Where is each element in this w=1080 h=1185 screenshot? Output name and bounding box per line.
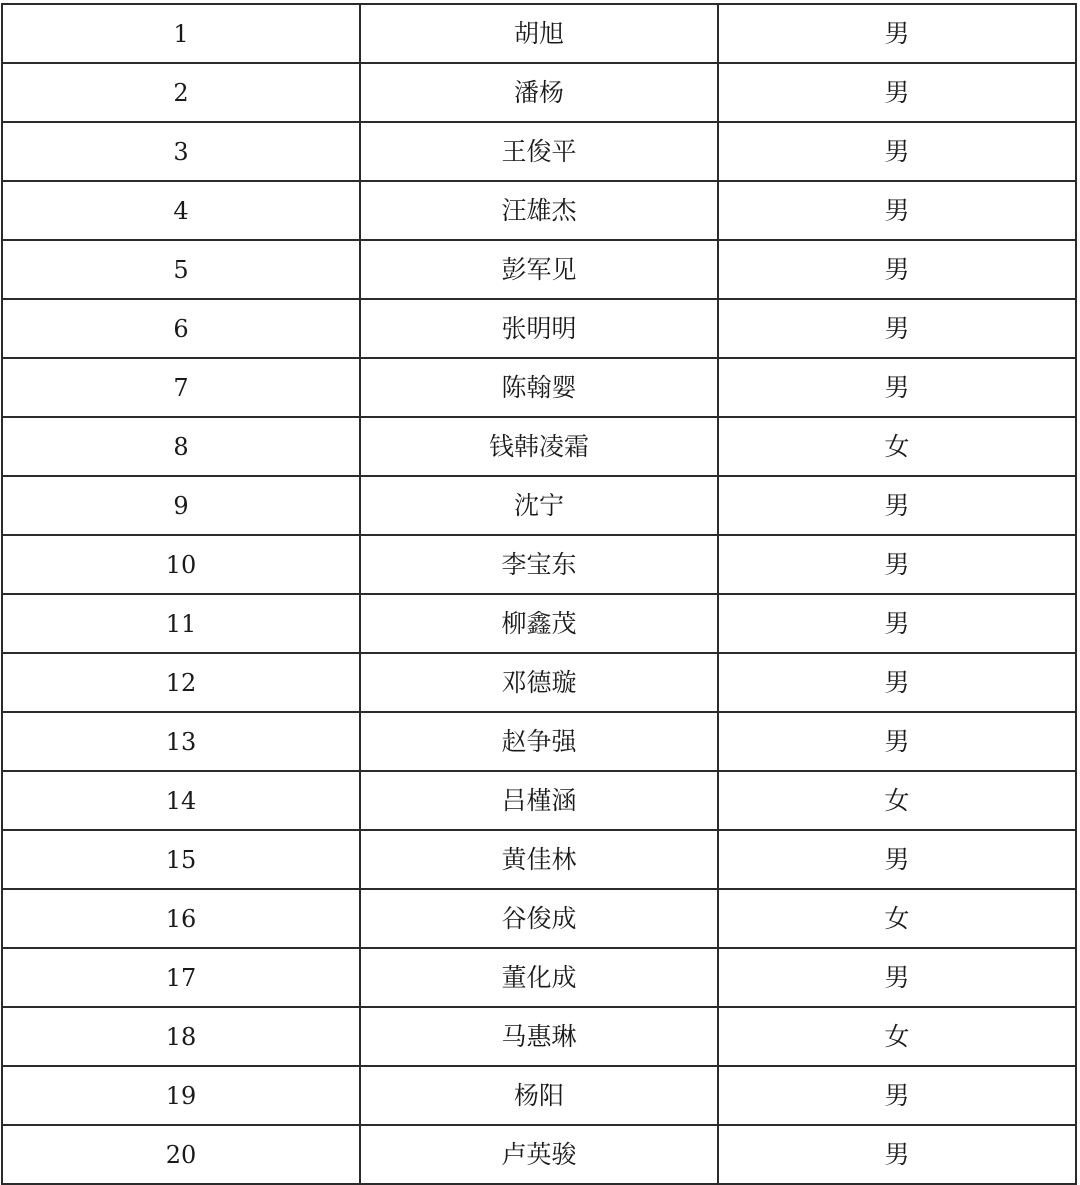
roster-table (1, 3, 1077, 1185)
row-number-cell: 2 (2, 63, 360, 122)
gender-cell: 男 (718, 358, 1076, 417)
table-row (2, 948, 1076, 1007)
table-row (2, 240, 1076, 299)
table-row (2, 299, 1076, 358)
row-number-cell: 12 (2, 653, 360, 712)
name-cell: 钱韩凌霜 (360, 417, 718, 476)
row-number-cell: 17 (2, 948, 360, 1007)
row-number-cell: 18 (2, 1007, 360, 1066)
row-number-cell: 4 (2, 181, 360, 240)
row-number-cell: 10 (2, 535, 360, 594)
table-row (2, 63, 1076, 122)
row-number-cell: 19 (2, 1066, 360, 1125)
gender-cell: 女 (718, 889, 1076, 948)
name-cell: 李宝东 (360, 535, 718, 594)
gender-cell: 女 (718, 1007, 1076, 1066)
name-cell: 吕槿涵 (360, 771, 718, 830)
roster-table-body (2, 4, 1076, 1184)
name-cell: 汪雄杰 (360, 181, 718, 240)
gender-cell: 男 (718, 830, 1076, 889)
gender-cell: 男 (718, 181, 1076, 240)
name-cell: 杨阳 (360, 1066, 718, 1125)
table-row (2, 712, 1076, 771)
gender-cell: 男 (718, 63, 1076, 122)
gender-cell: 男 (718, 594, 1076, 653)
name-cell: 陈翰婴 (360, 358, 718, 417)
table-row (2, 1125, 1076, 1184)
gender-cell: 女 (718, 771, 1076, 830)
name-cell: 潘杨 (360, 63, 718, 122)
row-number-cell: 8 (2, 417, 360, 476)
gender-cell: 男 (718, 653, 1076, 712)
row-number-cell: 6 (2, 299, 360, 358)
gender-cell: 男 (718, 240, 1076, 299)
row-number-cell: 1 (2, 4, 360, 63)
name-cell: 张明明 (360, 299, 718, 358)
gender-cell: 男 (718, 1125, 1076, 1184)
name-cell: 王俊平 (360, 122, 718, 181)
row-number-cell: 7 (2, 358, 360, 417)
table-row (2, 4, 1076, 63)
gender-cell: 男 (718, 1066, 1076, 1125)
name-cell: 董化成 (360, 948, 718, 1007)
name-cell: 马惠琳 (360, 1007, 718, 1066)
gender-cell: 男 (718, 122, 1076, 181)
gender-cell: 男 (718, 535, 1076, 594)
row-number-cell: 9 (2, 476, 360, 535)
table-row (2, 1007, 1076, 1066)
name-cell: 柳鑫茂 (360, 594, 718, 653)
name-cell: 谷俊成 (360, 889, 718, 948)
name-cell: 黄佳林 (360, 830, 718, 889)
gender-cell: 男 (718, 948, 1076, 1007)
table-row (2, 476, 1076, 535)
table-row (2, 181, 1076, 240)
row-number-cell: 13 (2, 712, 360, 771)
row-number-cell: 11 (2, 594, 360, 653)
name-cell: 彭军见 (360, 240, 718, 299)
table-row (2, 653, 1076, 712)
table-row (2, 122, 1076, 181)
row-number-cell: 15 (2, 830, 360, 889)
name-cell: 卢英骏 (360, 1125, 718, 1184)
name-cell: 胡旭 (360, 4, 718, 63)
row-number-cell: 5 (2, 240, 360, 299)
table-row (2, 771, 1076, 830)
table-row (2, 889, 1076, 948)
table-row (2, 830, 1076, 889)
row-number-cell: 14 (2, 771, 360, 830)
name-cell: 赵争强 (360, 712, 718, 771)
name-cell: 邓德璇 (360, 653, 718, 712)
gender-cell: 男 (718, 712, 1076, 771)
table-row (2, 594, 1076, 653)
gender-cell: 男 (718, 299, 1076, 358)
table-row (2, 358, 1076, 417)
gender-cell: 男 (718, 4, 1076, 63)
row-number-cell: 16 (2, 889, 360, 948)
table-row (2, 535, 1076, 594)
name-cell: 沈宁 (360, 476, 718, 535)
gender-cell: 男 (718, 476, 1076, 535)
row-number-cell: 3 (2, 122, 360, 181)
table-row (2, 417, 1076, 476)
row-number-cell: 20 (2, 1125, 360, 1184)
table-row (2, 1066, 1076, 1125)
gender-cell: 女 (718, 417, 1076, 476)
